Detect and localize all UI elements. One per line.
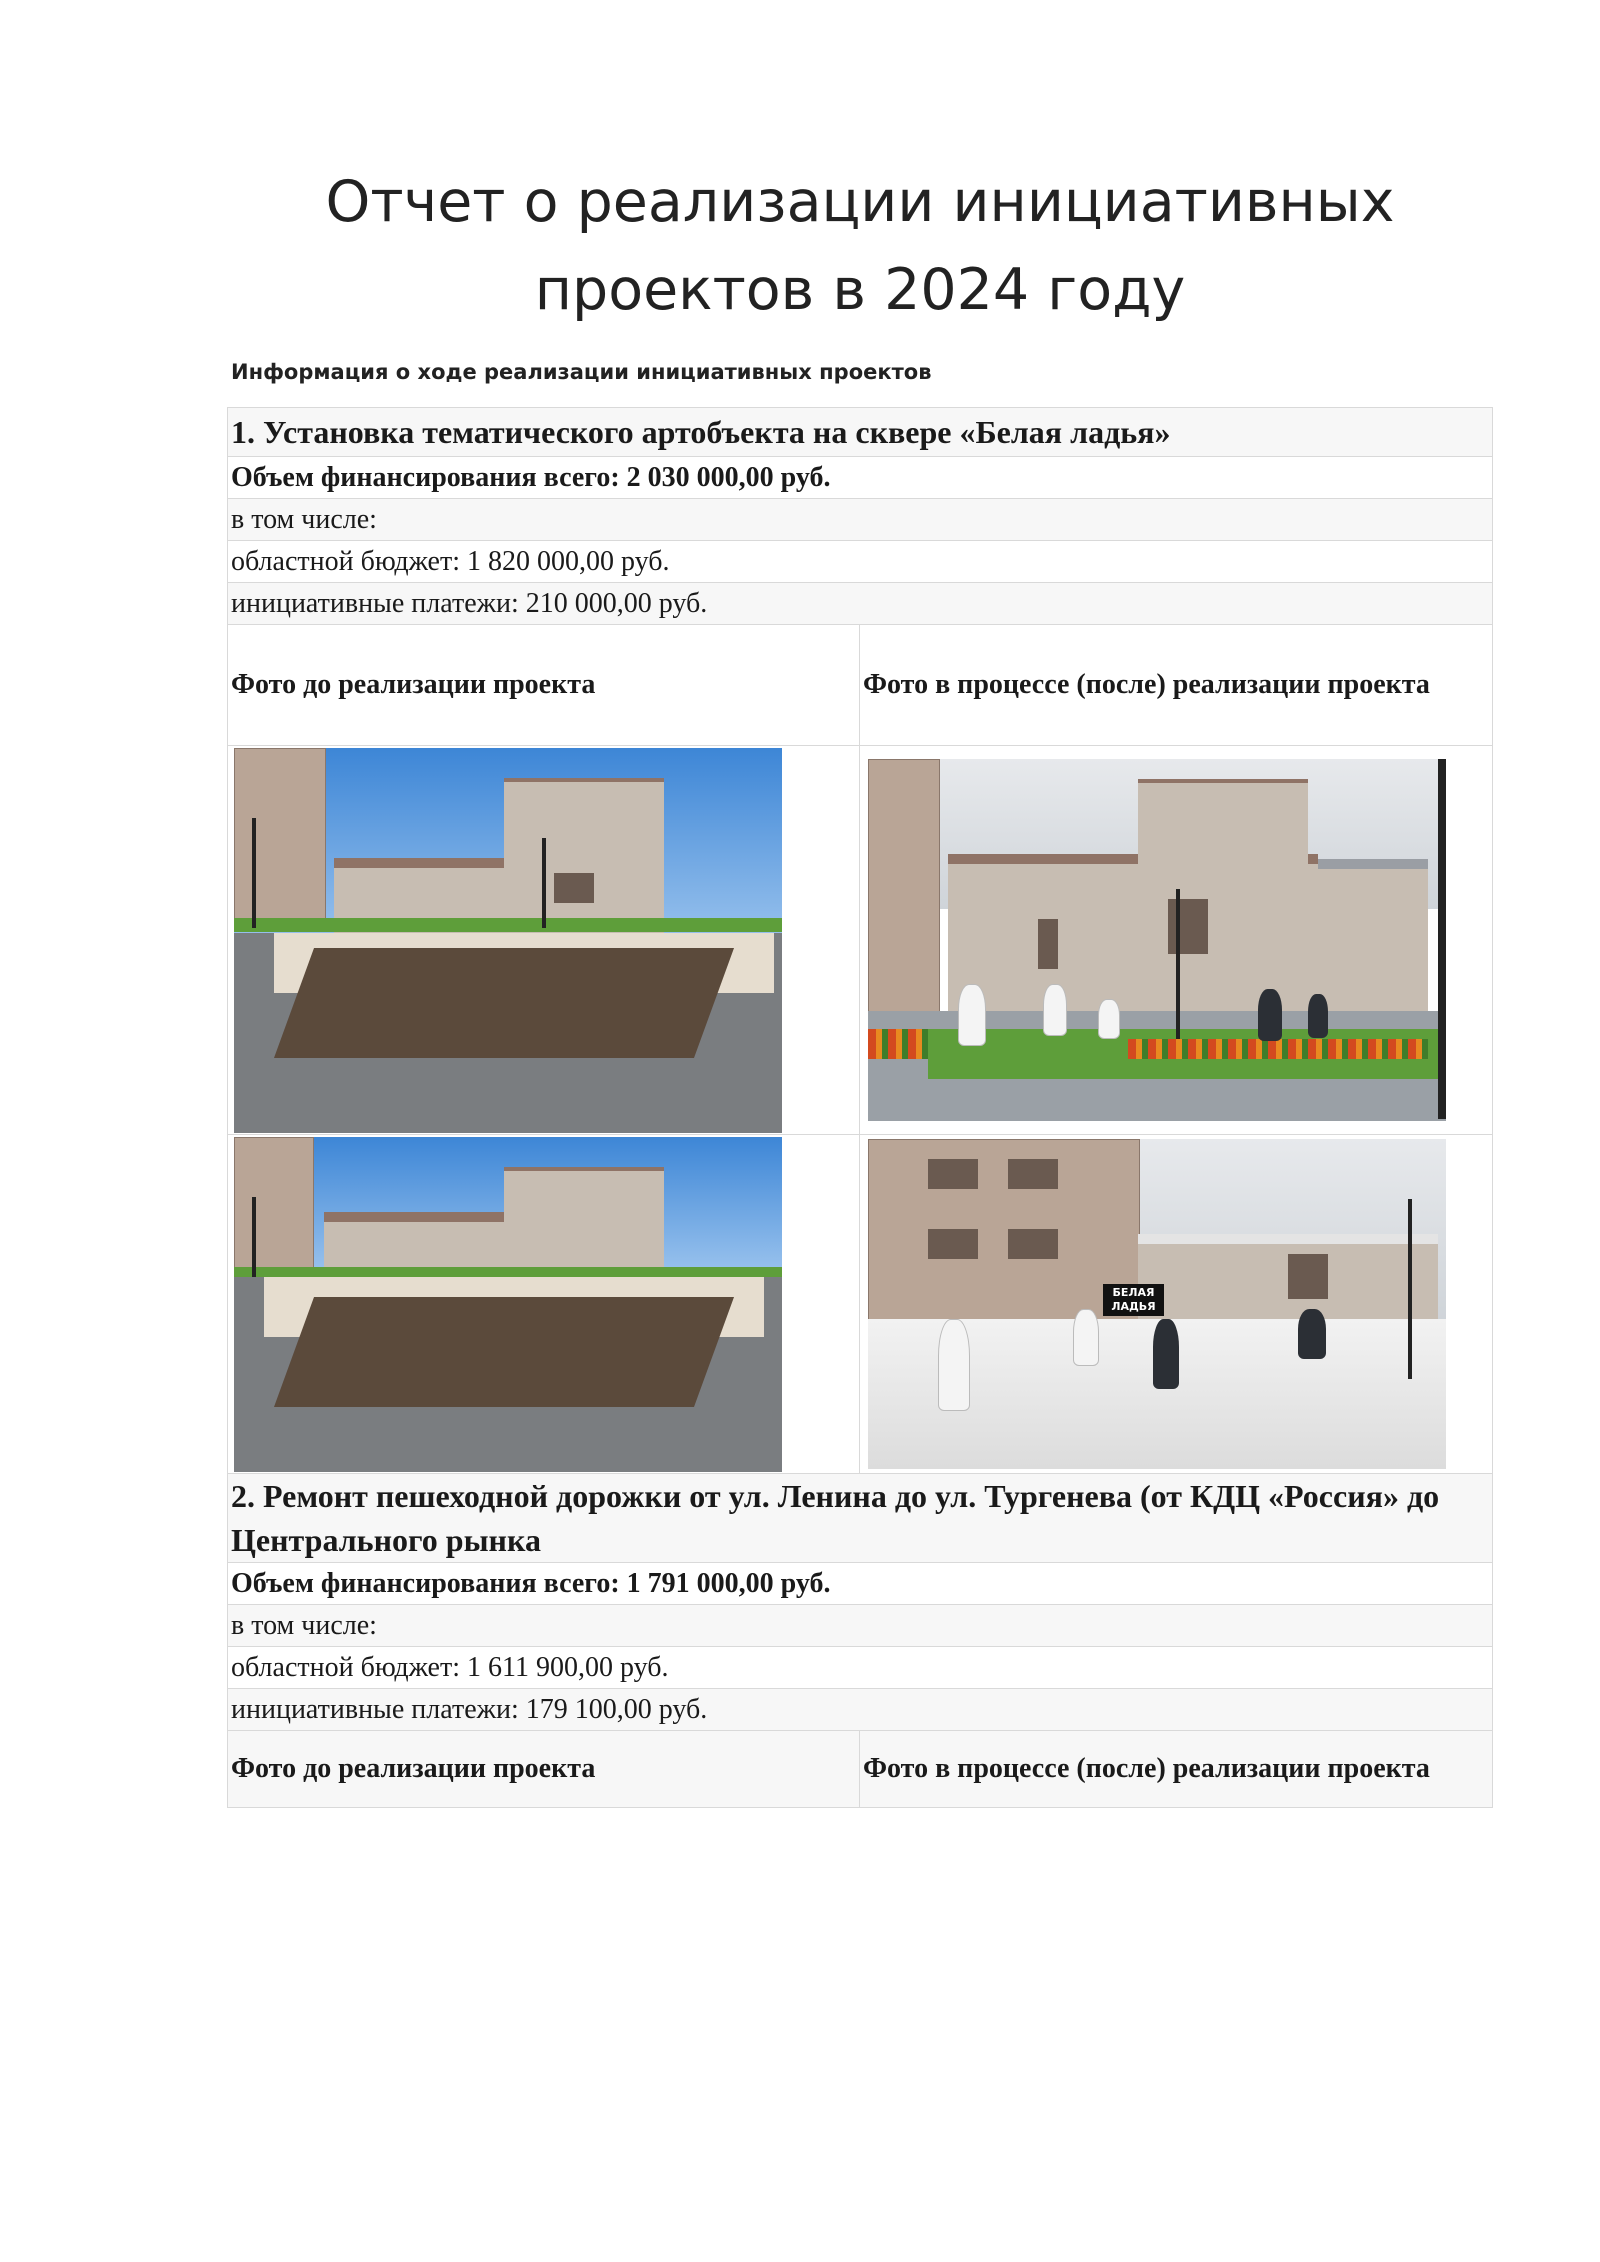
project-1-initiative-row [228, 583, 1493, 625]
project-2-total: Объем финансирования всего: 1 791 000,00 руб. [228, 1563, 1493, 1605]
project-1-regional: областной бюджет: 1 820 000,00 руб. [228, 541, 1493, 583]
project-1-photos-row-2 [228, 1135, 1493, 1474]
project-2-total-row [228, 1563, 1493, 1605]
project-2-photo-after-label: Фото в процессе (после) реализации проекта [860, 1731, 1493, 1808]
project-2-regional-row [228, 1647, 1493, 1689]
project-2-including-row [228, 1605, 1493, 1647]
project-1-total-row [228, 457, 1493, 499]
project-1-photo-after-label: Фото в процессе (после) реализации проекта [860, 625, 1493, 746]
project-2-heading-row [228, 1474, 1493, 1563]
photo-before-2 [234, 1137, 782, 1472]
belaya-ladya-sign: БЕЛАЯ ЛАДЬЯ [1103, 1284, 1164, 1316]
page-title [0, 158, 1600, 334]
page-title-line1: Отчет о реализации инициативных [325, 169, 1395, 235]
project-2-initiative: инициативные платежи: 179 100,00 руб. [228, 1689, 1493, 1731]
photo-after-2 [868, 1139, 1446, 1469]
project-2-photo-before-label: Фото до реализации проекта [228, 1731, 860, 1808]
project-1-including-row [228, 499, 1493, 541]
project-1-initiative: инициативные платежи: 210 000,00 руб. [228, 583, 1493, 625]
project-2-regional: областной бюджет: 1 611 900,00 руб. [228, 1647, 1493, 1689]
page-title-line2: проектов в 2024 году [534, 257, 1186, 323]
project-1-heading-row [228, 408, 1493, 457]
project-1-regional-row [228, 541, 1493, 583]
project-1-photo-before-label: Фото до реализации проекта [228, 625, 860, 746]
project-1-total: Объем финансирования всего: 2 030 000,00 руб. [228, 457, 1493, 499]
project-2-heading: 2. Ремонт пешеходной дорожки от ул. Ленина до ул. Тургенева (от КДЦ «Россия» до Центрального рынка [228, 1474, 1493, 1563]
project-1-heading: 1. Установка тематического артобъекта на сквере «Белая ладья» [228, 408, 1493, 457]
project-2-photo-labels-row [228, 1731, 1493, 1808]
photo-before-1 [234, 748, 782, 1133]
project-2-including: в том числе: [228, 1605, 1493, 1647]
project-1-photos-row-1 [228, 746, 1493, 1135]
photo-after-1 [868, 759, 1446, 1121]
project-1-including: в том числе: [228, 499, 1493, 541]
projects-table [227, 407, 1493, 1808]
section-subtitle: Информация о ходе реализации инициативных проектов [231, 360, 932, 384]
project-1-photo-labels-row [228, 625, 1493, 746]
project-2-initiative-row [228, 1689, 1493, 1731]
